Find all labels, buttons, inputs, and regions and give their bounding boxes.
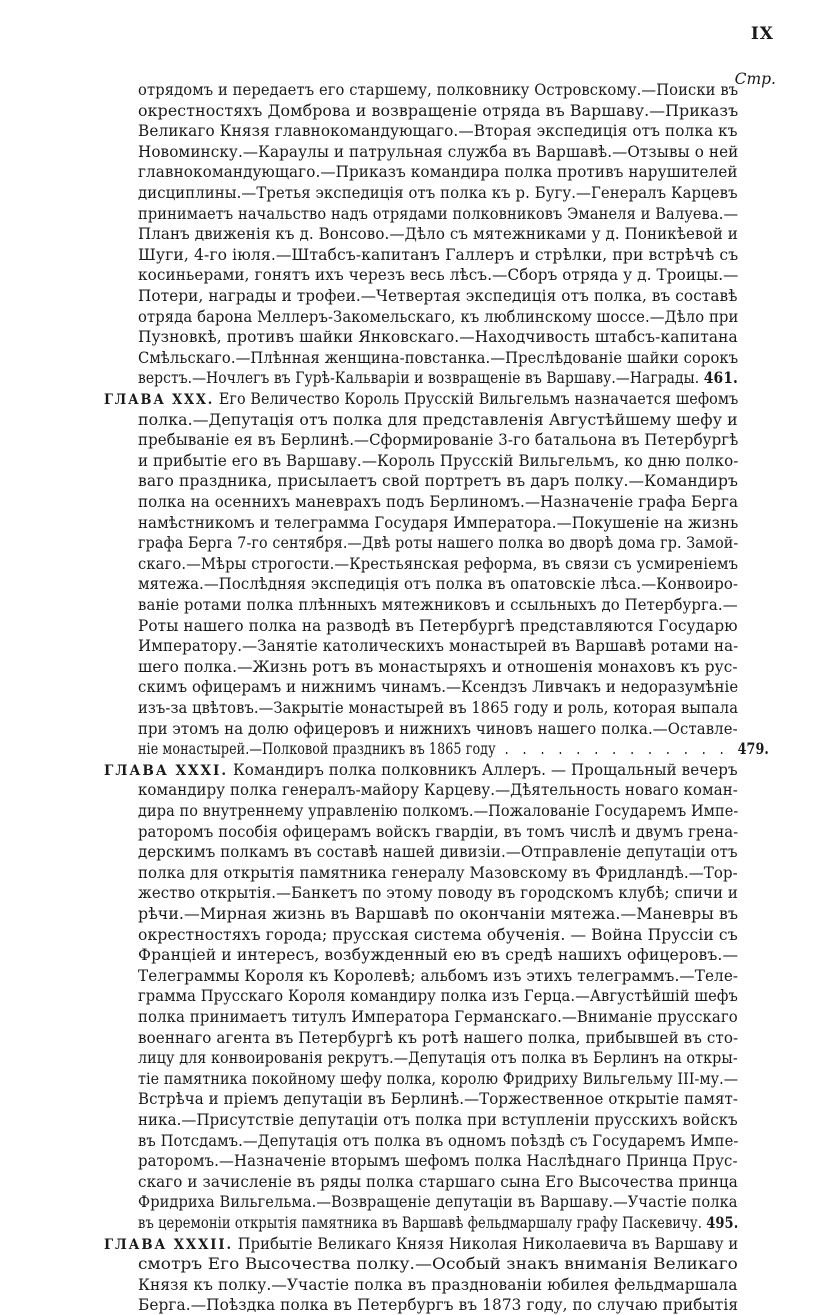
toc-line-text: раторомъ пособія офицерамъ войскъ гвардіи, въ томъ числѣ и двумъ грена- [138, 822, 739, 841]
toc-line-text: скимъ офицерамъ и нижнимъ чинамъ.—Ксендзъ Ливчакъ и недоразумѣніе [138, 678, 739, 697]
toc-line-text: дисциплины.—Третья экспедиція отъ полка къ р. Бугу.—Генералъ Карцевъ [138, 184, 738, 202]
toc-line-text: Князя къ полку.—Участіе полка въ празднованіи юбилея фельдмаршала [138, 1275, 738, 1294]
toc-line [138, 142, 738, 162]
toc-line [138, 677, 738, 697]
toc-line-text: дерскимъ полкамъ въ составѣ нашей дивизіи.—Отправленіе депутаціи отъ [138, 843, 738, 862]
toc-line [138, 245, 738, 265]
toc-line-text: косиньерами, гонятъ ихъ черезъ весь лѣсъ.—Сборъ отряда у д. Троицы.— [138, 266, 739, 285]
toc-line-text: главнокомандующаго.—Приказъ командира полка противъ нарушителей [138, 163, 738, 182]
toc-line [138, 1151, 738, 1171]
toc-line-text: и прибытіе его въ Варшаву.—Король Прусскій Вильгельмъ, ко дню полко- [138, 451, 739, 470]
toc-line [138, 1110, 738, 1130]
toc-line-text: Прибытіе Великаго Князя Николая Николаевича въ Варшаву и [237, 1234, 739, 1253]
toc-line [138, 471, 738, 491]
toc-line-text: Пузновкѣ, противъ шайки Янковскаго.—Находчивость штабсъ-капитана [138, 328, 738, 347]
toc-line-text: верстъ.—Ночлегъ въ Гурѣ-Кальваріи и возвращеніе въ Варшаву.—Награды. [138, 369, 700, 388]
toc-line [138, 121, 738, 141]
toc-line-text: въ церемоніи открытія памятника въ Варшавѣ фельдмаршалу графу Паскевичу. [138, 1214, 702, 1232]
page-column-label: Стр. [734, 70, 776, 88]
toc-line-text: тіе памятника покойному шефу полка, королю Фридриху Вильгельму III-му.— [138, 1069, 739, 1088]
toc-line [138, 80, 738, 100]
toc-line-text: Франціей и интересъ, возбужденный ею въ средѣ нашихъ офицеровъ.— [138, 946, 739, 965]
toc-line [138, 1295, 738, 1315]
toc-line [138, 430, 738, 450]
toc-page-number: 495. [706, 1213, 739, 1232]
toc-line-text: принимаетъ начальство надъ отрядами полковниковъ Эманеля и Валуева.— [138, 204, 739, 223]
toc-line [138, 554, 738, 574]
leader-dots: . . . . . . . . . . . . . [495, 740, 738, 759]
toc-line-text: ника.—Присутствіе депутаціи отъ полка при вступленіи прусскихъ войскъ [138, 1111, 738, 1129]
toc-line-text: Новоминску.—Караулы и патрульная служба въ Варшавѣ.—Отзывы о ней [138, 142, 739, 161]
toc-line-text: намѣстникомъ и телеграмма Государя Императора.—Покушеніе на жизнь [138, 513, 739, 532]
toc-line [138, 1089, 738, 1109]
toc-line-text: ваго праздника, присылаетъ свой портретъ въ даръ полку.—Командиръ [138, 472, 739, 491]
toc-line [138, 368, 738, 388]
toc-line-text: полка принимаетъ титулъ Императора Германскаго.—Вниманіе прусскаго [138, 1008, 738, 1026]
toc-line-text: Берга.—Поѣздка полка въ Петербургъ въ 1873 году, по случаю прибытія [138, 1296, 739, 1315]
toc-line [138, 863, 738, 883]
toc-line [138, 513, 738, 533]
toc-line-text: изъ-за цвѣтовъ.—Закрытіе монастырей въ 1865 году и роль, которая выпала [138, 699, 739, 717]
toc-line [138, 101, 738, 121]
toc-line [138, 307, 738, 327]
toc-line [138, 904, 738, 924]
toc-line [138, 842, 738, 862]
toc-line-text: Великаго Князя главнокомандующаго.—Вторая экспедиція отъ полка къ [138, 122, 738, 141]
toc-line [104, 389, 738, 410]
toc-line-text: жество открытія.—Банкетъ по этому поводу въ городскомъ клубѣ; спичи и [138, 884, 738, 903]
toc-line [138, 883, 738, 903]
toc-line [138, 183, 738, 203]
toc-line-text: Телеграммы Короля къ Королевѣ; альбомъ изъ этихъ телеграммъ.—Теле- [138, 966, 739, 985]
toc-line [138, 348, 738, 368]
toc-line [138, 1069, 738, 1089]
toc-line-text: Императору.—Занятіе католическихъ монастырей въ Варшавѣ ротами на- [138, 637, 739, 656]
toc-line-text: шего полка.—Жизнь ротъ въ монастыряхъ и отношенія монаховъ къ рус- [138, 657, 738, 676]
toc-line-text: Командиръ полка полковникъ Аллеръ. — Прощальный вечеръ [232, 760, 738, 779]
chapter-label: ГЛАВА XXXI. [104, 762, 229, 779]
toc-line [138, 822, 738, 842]
toc-line-text: Его Величество Король Прусскій Вильгельмъ назначается шефомъ [218, 390, 739, 408]
toc-line [138, 410, 738, 430]
toc-line [138, 595, 738, 615]
toc-line-text: скаго.—Мѣры строгости.—Крестьянская реформа, въ связи съ усмиреніемъ [138, 554, 739, 573]
toc-line [138, 574, 738, 594]
toc-line [138, 1028, 738, 1048]
toc-line-text: скаго и зачисленіе въ ряды полка старшаго сына Его Высочества принца [138, 1172, 738, 1191]
toc-line [138, 327, 738, 347]
toc-line-text: военнаго агента въ Петербургѣ къ ротѣ нашего полка, прибывшей въ сто- [138, 1028, 739, 1047]
toc-line-text: окрестностяхъ города; прусская система обученія. — Война Пруссіи съ [138, 925, 738, 944]
toc-line [138, 1172, 738, 1192]
toc-line-text: грамма Прусскаго Короля командиру полка изъ Герца.—Августѣйшій шефъ [138, 987, 738, 1006]
toc-line-text: Роты нашего полка на разводѣ въ Петербургѣ представляются Государю [138, 616, 738, 635]
toc-line [138, 1131, 738, 1151]
toc-line [104, 760, 738, 781]
toc-line [138, 1213, 738, 1233]
toc-line [138, 925, 738, 945]
toc-line-text: полка на осеннихъ маневрахъ подъ Берлиномъ.—Назначеніе графа Берга [138, 493, 739, 511]
toc-line-text: при этомъ на долю офицеровъ и нижнихъ чиновъ нашего полка.—Оставле- [138, 719, 738, 738]
toc-line-text: смотръ Его Высочества полку.—Особый знакъ вниманія Великаго [138, 1255, 738, 1274]
page-number: IX [750, 24, 774, 44]
toc-line-text: отрядомъ и передаетъ его старшему, полковнику Островскому.—Поиски въ [138, 81, 739, 99]
toc-line-text: полка для открытія памятника генералу Мазовскому въ Фридландѣ.—Тор- [138, 863, 738, 882]
toc-line-text: отряда барона Меллеръ-Закомельскаго, къ люблинскому шоссе.—Дѣло при [138, 307, 739, 326]
toc-line-text: окрестностяхъ Домброва и возвращеніе отряда въ Варшаву.—Приказъ [138, 101, 739, 120]
toc-line-text: мятежа.—Послѣдняя экспедиція отъ полка въ опатовскіе лѣса.—Конвоиро- [138, 575, 739, 594]
toc-line [138, 945, 738, 965]
toc-line [138, 451, 738, 471]
toc-line-text: командиру полка генералъ-майору Карцеву.—Дѣятельность новаго коман- [138, 781, 738, 800]
toc-line-text: графа Берга 7-го сентября.—Двѣ роты нашего полка во дворѣ дома гр. Замой- [138, 534, 739, 553]
toc-line [138, 636, 738, 656]
toc-line [138, 1048, 738, 1068]
toc-line [138, 739, 769, 759]
toc-line-text: Потери, награды и трофеи.—Четвертая экспедиція отъ полка, въ составѣ [138, 287, 738, 305]
toc-line [138, 1254, 738, 1274]
toc-line-text: Смѣльскаго.—Плѣнная женщина-повстанка.—Преслѣдованіе шайки сорокъ [138, 348, 739, 367]
toc-line [138, 265, 738, 285]
toc-line [138, 657, 738, 677]
toc-line [104, 1234, 738, 1255]
toc-line [138, 1007, 738, 1027]
toc-line-text: Встрѣча и пріемъ депутаціи въ Берлинѣ.—Торжественное открытіе памят- [138, 1090, 739, 1109]
toc-line-text: Планъ движенія къ д. Вонсово.—Дѣло съ мятежниками у д. Поникѣевой и [138, 225, 738, 244]
toc-line-text: раторомъ.—Назначеніе вторымъ шефомъ полка Наслѣднаго Принца Прус- [138, 1152, 738, 1171]
toc-page-number: 461. [703, 368, 738, 388]
toc-line-text: ваніе ротами полка плѣнныхъ мятежниковъ и ссыльныхъ до Петербурга.— [138, 596, 738, 614]
toc-line-text: полка.—Депутація отъ полка для представленія Августѣйшему шефу и [138, 410, 738, 429]
toc-line [138, 966, 738, 986]
toc-line-text: Фридриха Вильгельма.—Возвращеніе депутаціи въ Варшаву.—Участіе полка [138, 1193, 738, 1212]
toc-line [138, 616, 738, 636]
toc-line-text: лицу для конвоированія рекрутъ.—Депутація отъ полка въ Берлинъ на откры- [138, 1049, 738, 1068]
toc-line [138, 698, 738, 718]
toc-line [138, 204, 738, 224]
toc-line [138, 780, 738, 800]
toc-line [138, 1275, 738, 1295]
chapter-label: ГЛАВА XXX. [104, 392, 215, 408]
toc-line [138, 286, 738, 306]
toc-line [138, 224, 738, 244]
toc-line-text: Шуги, 4-го іюля.—Штабсъ-капитанъ Галлеръ и стрѣлки, при встрѣчѣ съ [138, 245, 739, 264]
toc-line-text: пребываніе ея въ Берлинѣ.—Сформированіе 3-го батальона въ Петербургѣ [138, 431, 739, 450]
toc-line [138, 719, 738, 739]
toc-page-number: 479. [737, 739, 769, 759]
chapter-label: ГЛАВА XXXII. [104, 1236, 234, 1253]
toc-line-text: въ Потсдамъ.—Депутація отъ полка въ одномъ поѣздѣ съ Государемъ Импе- [138, 1131, 739, 1150]
toc-line [138, 162, 738, 182]
toc-line [138, 1192, 738, 1212]
toc-line [138, 801, 738, 821]
toc-line [138, 492, 738, 512]
toc-line-text: рѣчи.—Мирная жизнь въ Варшавѣ по окончаніи мятежа.—Маневры въ [138, 905, 739, 923]
toc-line-text: ніе монастырей.—Полковой праздникъ въ 1865 году [138, 740, 496, 759]
toc-line [138, 986, 738, 1006]
toc-line-text: дира по внутреннему управленію полкомъ.—Пожалованіе Государемъ Импе- [138, 802, 739, 820]
toc-line [138, 533, 738, 553]
